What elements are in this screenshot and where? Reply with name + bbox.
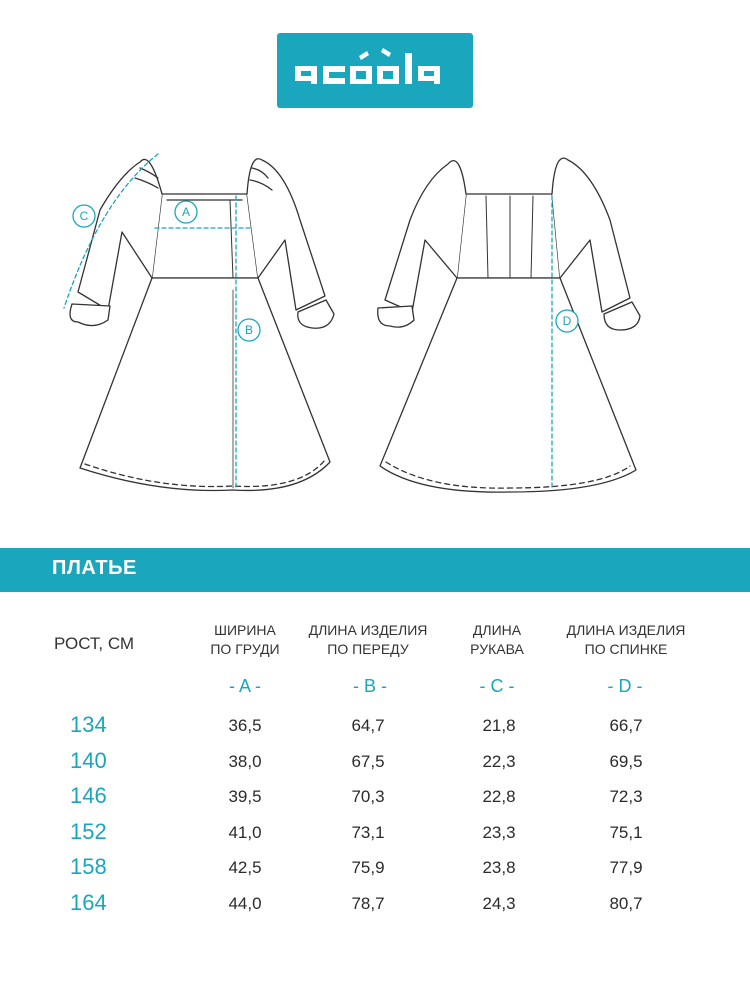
table-row bbox=[0, 712, 750, 748]
cell-b: 75,9 bbox=[351, 858, 385, 877]
row-height: 134 bbox=[70, 712, 107, 737]
row-height: 140 bbox=[70, 747, 107, 773]
cell-d: 66,7 bbox=[609, 716, 643, 735]
cell-d: 69,5 bbox=[609, 751, 643, 771]
cell-d: 75,1 bbox=[609, 822, 643, 842]
section-title: ПЛАТЬЕ bbox=[52, 557, 137, 579]
cell-c: 24,3 bbox=[482, 893, 516, 913]
cell-c: 22,8 bbox=[482, 787, 516, 806]
column-header-b: ДЛИНА ИЗДЕЛИЯ ПО ПЕРЕДУ bbox=[308, 622, 428, 657]
column-code-a: - A - bbox=[228, 676, 261, 696]
table-row bbox=[0, 783, 750, 819]
size-column-header: РОСТ, СМ bbox=[54, 634, 135, 653]
table-row bbox=[0, 819, 750, 855]
marker-d: D bbox=[562, 314, 572, 328]
column-header-d: ДЛИНА ИЗДЕЛИЯ ПО СПИНКЕ bbox=[566, 622, 686, 657]
cell-b: 70,3 bbox=[351, 787, 385, 806]
cell-c: 22,3 bbox=[482, 751, 516, 771]
cell-a: 36,5 bbox=[228, 716, 262, 735]
cell-d: 80,7 bbox=[609, 893, 643, 913]
row-height: 146 bbox=[70, 783, 107, 808]
cell-b: 67,5 bbox=[351, 751, 385, 771]
marker-c: C bbox=[79, 209, 89, 223]
column-header-a: ШИРИНА ПО ГРУДИ bbox=[210, 622, 280, 657]
table-row bbox=[0, 890, 750, 926]
cell-c: 23,3 bbox=[482, 822, 516, 842]
cell-a: 41,0 bbox=[228, 822, 262, 842]
size-table bbox=[0, 712, 750, 925]
table-row bbox=[0, 748, 750, 784]
cell-d: 72,3 bbox=[609, 787, 643, 806]
section-band bbox=[0, 548, 750, 592]
dress-front-sketch-icon bbox=[64, 154, 334, 491]
dress-back-sketch-icon bbox=[378, 158, 640, 492]
table-row bbox=[0, 854, 750, 890]
column-code-d: - D - bbox=[607, 676, 643, 696]
column-code-c: - C - bbox=[479, 676, 515, 696]
column-header-c: ДЛИНА РУКАВА bbox=[470, 622, 524, 657]
column-code-b: - B - bbox=[353, 676, 387, 696]
row-height: 158 bbox=[70, 854, 107, 879]
marker-b: B bbox=[244, 323, 254, 337]
cell-a: 42,5 bbox=[228, 858, 262, 877]
cell-a: 38,0 bbox=[228, 751, 262, 771]
cell-d: 77,9 bbox=[609, 858, 643, 877]
cell-b: 64,7 bbox=[351, 716, 385, 735]
logo-wordmark-icon bbox=[277, 33, 473, 108]
row-height: 164 bbox=[70, 889, 107, 915]
brand-logo bbox=[277, 33, 473, 108]
dress-diagrams bbox=[0, 140, 750, 510]
row-height: 152 bbox=[70, 818, 107, 844]
marker-a: A bbox=[181, 205, 191, 219]
cell-a: 39,5 bbox=[228, 787, 262, 806]
cell-a: 44,0 bbox=[228, 893, 262, 913]
cell-c: 21,8 bbox=[482, 716, 516, 735]
cell-c: 23,8 bbox=[482, 858, 516, 877]
cell-b: 73,1 bbox=[351, 822, 385, 842]
cell-b: 78,7 bbox=[351, 893, 385, 913]
